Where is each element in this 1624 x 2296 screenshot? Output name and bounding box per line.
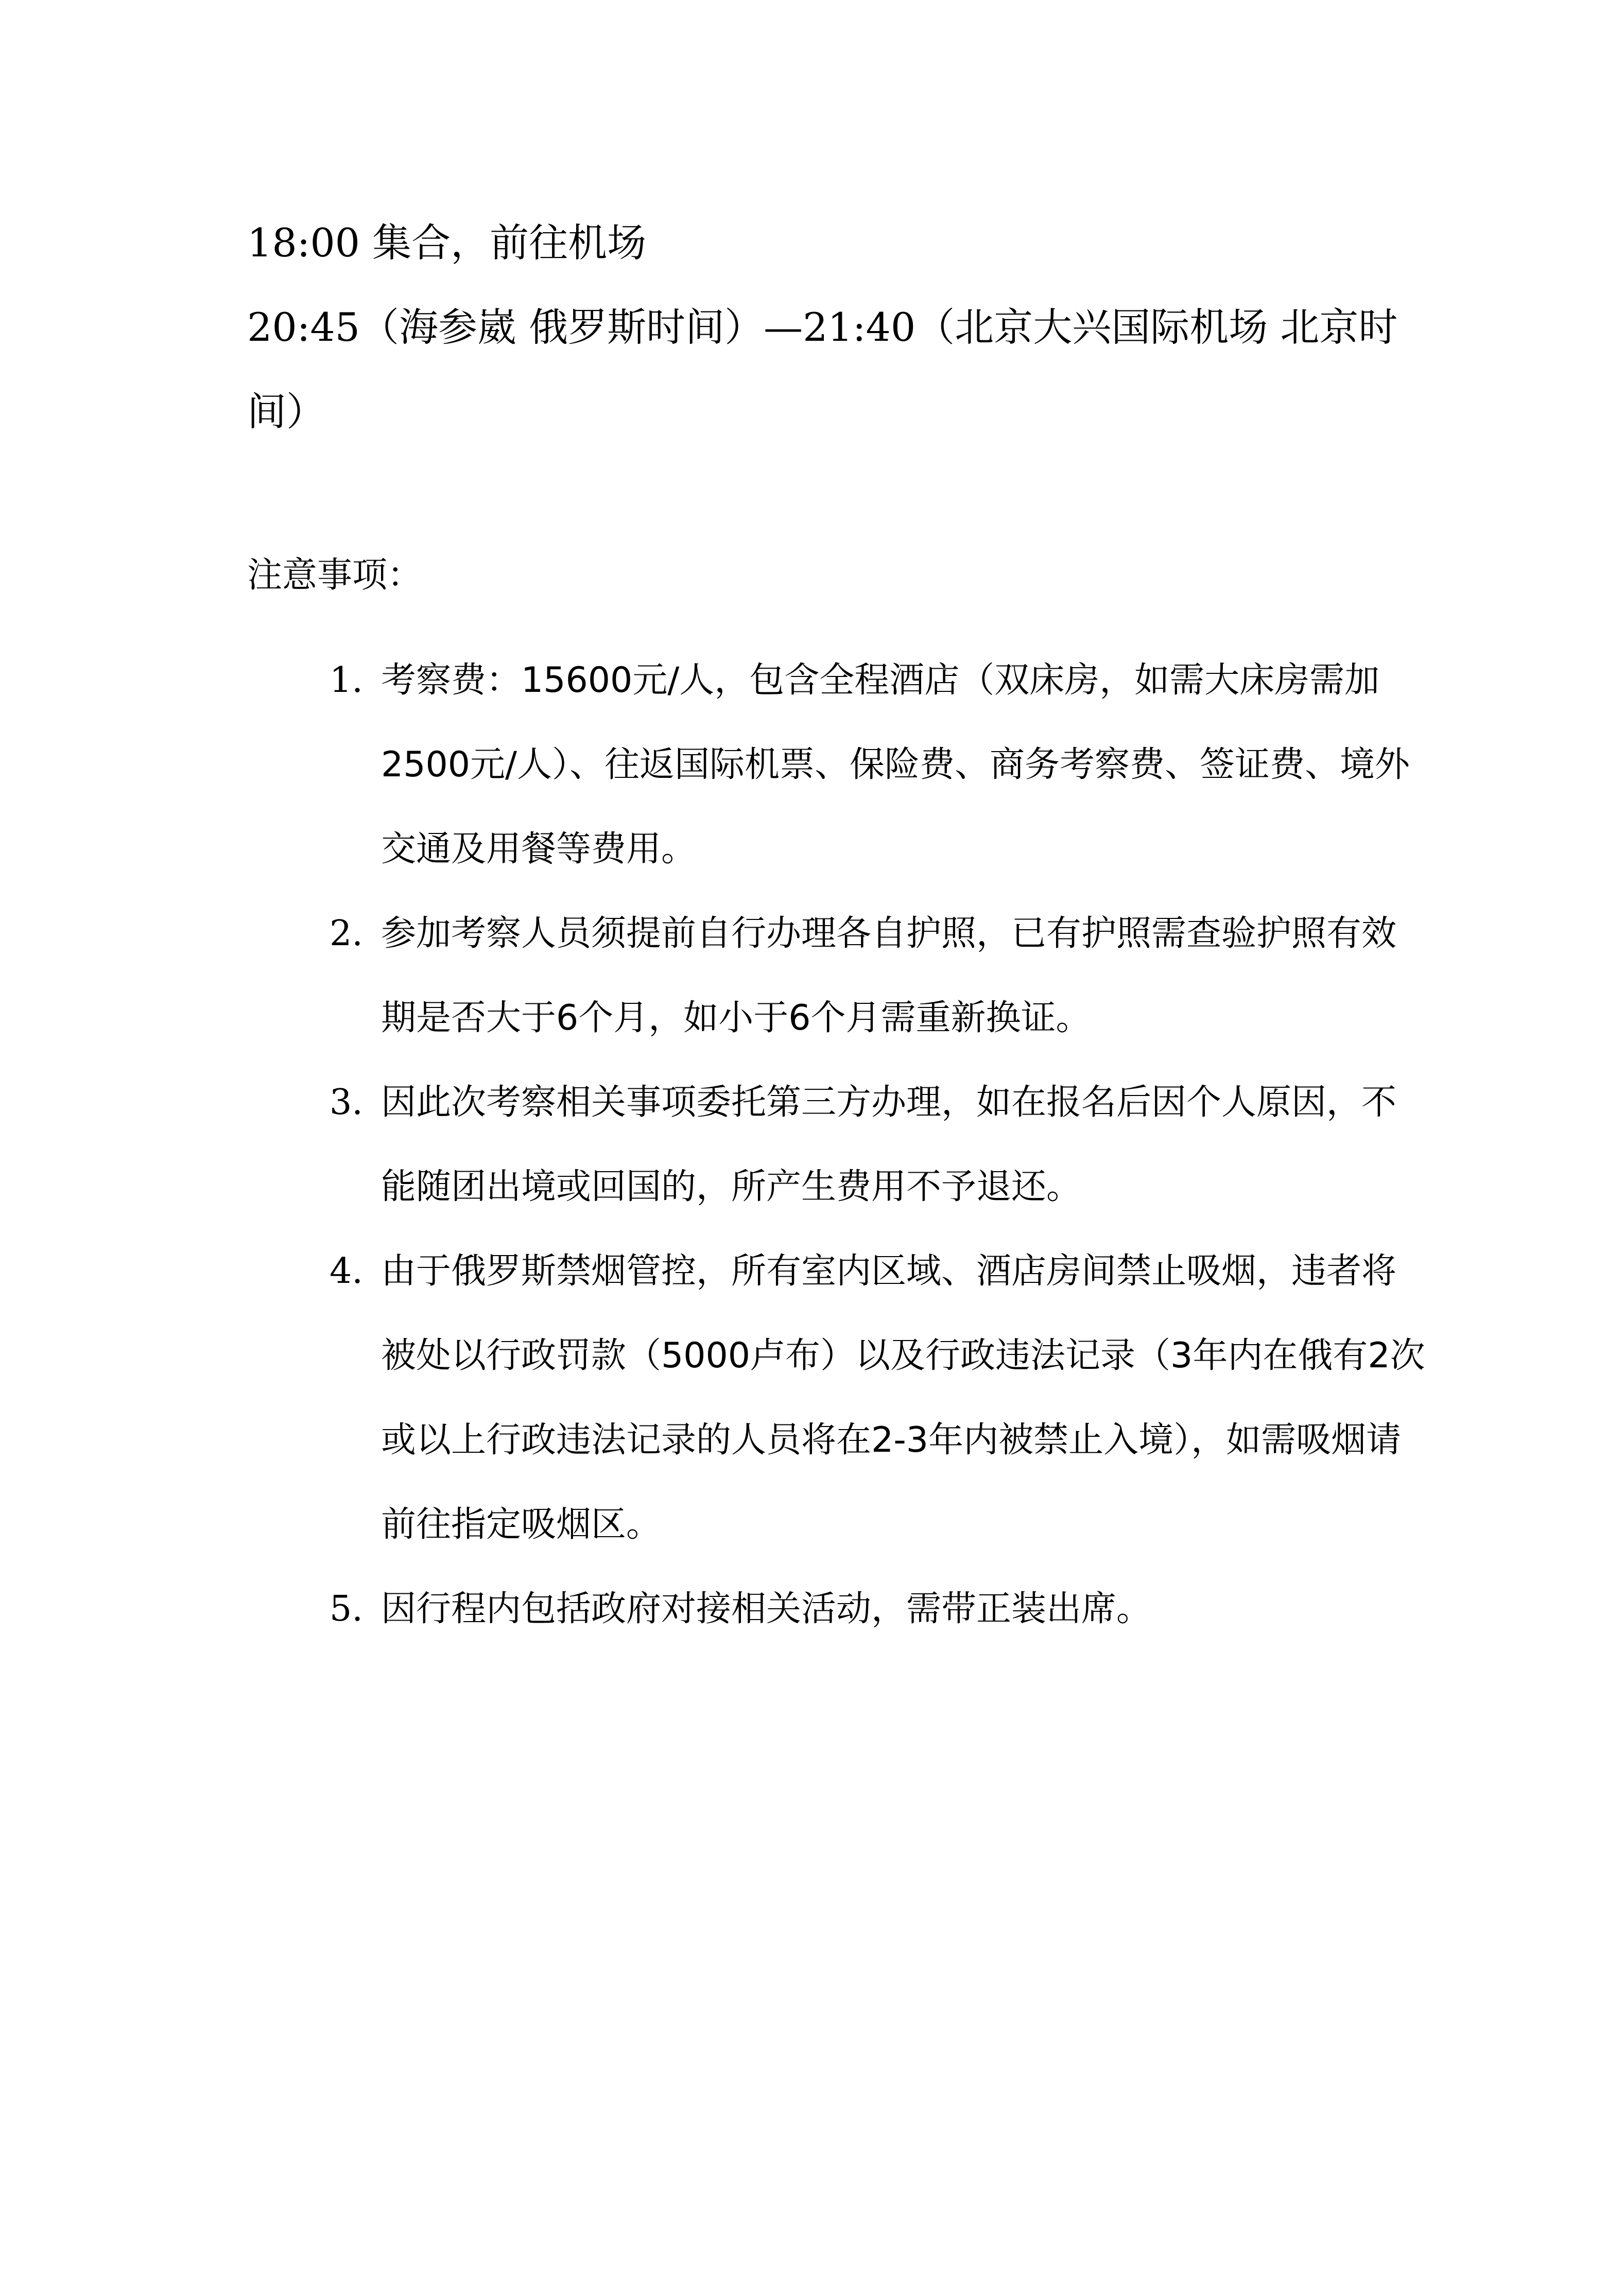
itinerary-line-flight: 20:45（海参崴 俄罗斯时间）—21:40（北京大兴国际机场 北京时间） bbox=[247, 304, 1398, 434]
note-number: 2. bbox=[330, 913, 363, 954]
notes-list bbox=[330, 638, 1426, 1651]
note-number: 3. bbox=[330, 1082, 363, 1123]
note-item-5 bbox=[330, 1567, 1426, 1651]
note-item-4 bbox=[330, 1229, 1426, 1567]
note-text: 参加考察人员须提前自行办理各自护照，已有护照需查验护照有效期是否大于6个月，如小于6个月需重新换证。 bbox=[381, 913, 1397, 1038]
note-item-2 bbox=[330, 892, 1426, 1060]
note-number: 5. bbox=[330, 1589, 363, 1629]
note-text: 考察费：15600元/人，包含全程酒店（双床房，如需大床房需加2500元/人）、往返国际机票、保险费、商务考察费、签证费、境外交通及用餐等费用。 bbox=[381, 660, 1410, 869]
note-number: 1. bbox=[330, 660, 363, 701]
note-item-1 bbox=[330, 638, 1426, 892]
note-text: 因此次考察相关事项委托第三方办理，如在报名后因个人原因，不能随团出境或回国的，所产生费用不予退还。 bbox=[381, 1082, 1397, 1207]
note-text: 因行程内包括政府对接相关活动，需带正装出席。 bbox=[381, 1589, 1152, 1629]
itinerary-section bbox=[247, 201, 1431, 454]
notes-heading: 注意事项： bbox=[247, 555, 423, 596]
itinerary-line-assembly: 18:00 集合，前往机场 bbox=[247, 220, 647, 266]
note-text: 由于俄罗斯禁烟管控，所有室内区域、酒店房间禁止吸烟，违者将被处以行政罚款（5000卢布）以及行政违法记录（3年内在俄有2次或以上行政违法记录的人员将在2-3年内被禁止入境），如需吸烟请前往指定吸烟区。 bbox=[381, 1251, 1425, 1545]
note-number: 4. bbox=[330, 1251, 363, 1292]
note-item-3 bbox=[330, 1060, 1426, 1229]
